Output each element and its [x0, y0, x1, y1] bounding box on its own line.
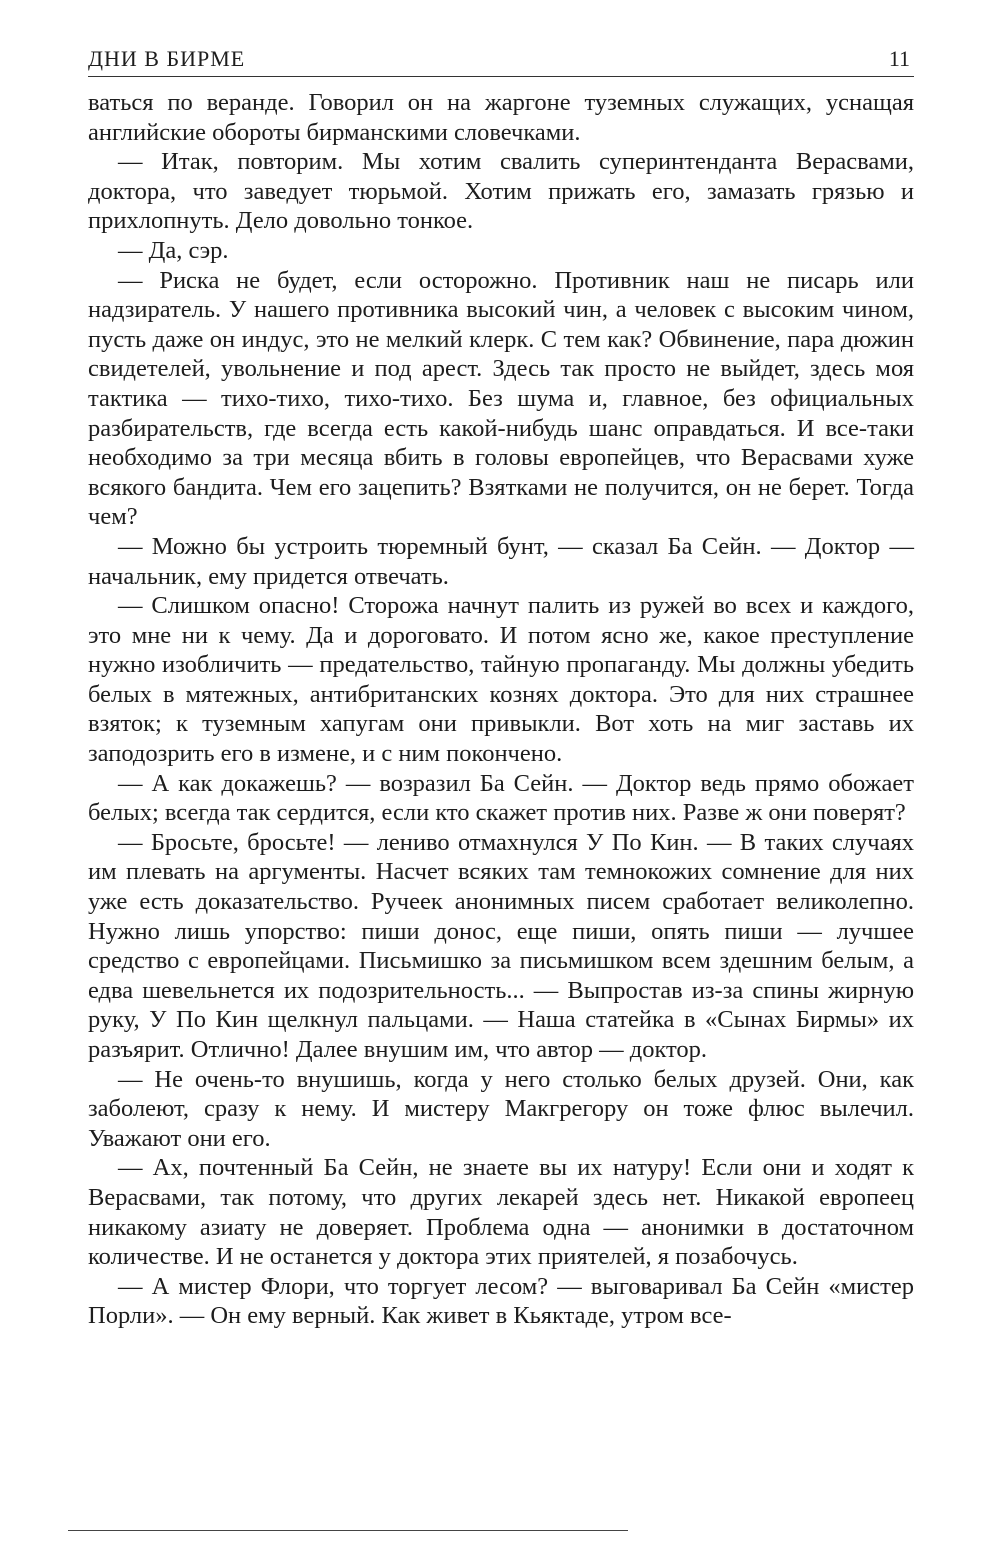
running-header	[88, 44, 914, 77]
paragraph: — Риска не будет, если осторожно. Противник наш не писарь или надзиратель. У нашего противника высокий чин, а человек с высоким чином, пусть даже он индус, это не мелкий клерк. С тем как? Обвинение, пара дюжин свидетелей, увольнение и под арест. Здесь так просто не выйдет, здесь моя тактика — тихо-тихо, тихо-тихо. Без шума и, главное, без официальных разбирательств, где всегда есть какой-нибудь шанс оправдаться. И все-таки необходимо за три месяца вбить в головы европейцев, что Верасвами хуже всякого бандита. Чем его зацепить? Взятками не получится, он не берет. Тогда чем?	[88, 266, 914, 531]
paragraph: — Ах, почтенный Ба Сейн, не знаете вы их натуру! Если они и ходят к Верасвами, так потому, что других лекарей здесь нет. Никакой европеец никакому азиату не доверяет. Проблема одна — анонимки в достаточном количестве. И не останется у доктора этих приятелей, я позабочусь.	[88, 1154, 914, 1271]
paragraph: — А как докажешь? — возразил Ба Сейн. — Доктор ведь прямо обожает белых; всегда так сердится, если кто скажет против них. Разве ж они поверят?	[88, 769, 914, 827]
paragraph: — Слишком опасно! Сторожа начнут палить из ружей во всех и каждого, это мне ни к чему. Да и дороговато. И потом ясно же, какое преступление нужно изобличить — предательство, тайную пропаганду. Мы должны убедить белых в мятежных, антибританских кознях доктора. Это для них страшнее взяток; к туземным хапугам они привыкли. Вот хоть на миг заставь их заподозрить его в измене, и с ним покончено.	[88, 592, 914, 768]
paragraph: — А мистер Флори, что торгует лесом? — выговаривал Ба Сейн «мистер Порли». — Он ему верный. Как живет в Кьяктаде, утром все-	[88, 1272, 914, 1330]
paragraph: — Итак, повторим. Мы хотим свалить суперинтенданта Верасвами, доктора, что заведует тюрьмой. Хотим прижать его, замазать грязью и прихлопнуть. Дело довольно тонкое.	[88, 148, 914, 235]
paragraph: — Да, сэр.	[118, 236, 229, 264]
paragraph: — Бросьте, бросьте! — лениво отмахнулся У По Кин. — В таких случаях им плевать на аргументы. Насчет всяких там темнокожих сомнение для них уже есть доказательство. Ручеек анонимных писем сработает великолепно. Нужно лишь упорство: пиши донос, еще пиши, опять пиши — лучшее средство с европейцами. Письмишко за письмишком всем здешним белым, а едва шевельнется их подозрительность... — Выпростав из-за спины жирную руку, У По Кин щелкнул пальцами. — Наша статейка в «Сынах Бирмы» их разъярит. Отлично! Далее внушим им, что автор — доктор.	[88, 828, 914, 1063]
page-number: 11	[888, 46, 910, 71]
text-body	[88, 88, 914, 1331]
paragraph: — Не очень-то внушишь, когда у него столько белых друзей. Они, как заболеют, сразу к нему. И мистеру Макгрегору он тоже флюс вылечил. Уважают они его.	[88, 1065, 914, 1152]
running-title: ДНИ В БИРМЕ	[88, 46, 246, 71]
paragraph: — Можно бы устроить тюремный бунт, — сказал Ба Сейн. — Доктор — начальник, ему придется отвечать.	[88, 532, 914, 590]
paragraph: ваться по веранде. Говорил он на жаргоне туземных служащих, уснащая английские обороты бирманскими словечками.	[88, 89, 914, 146]
footer-rule	[68, 1530, 628, 1531]
